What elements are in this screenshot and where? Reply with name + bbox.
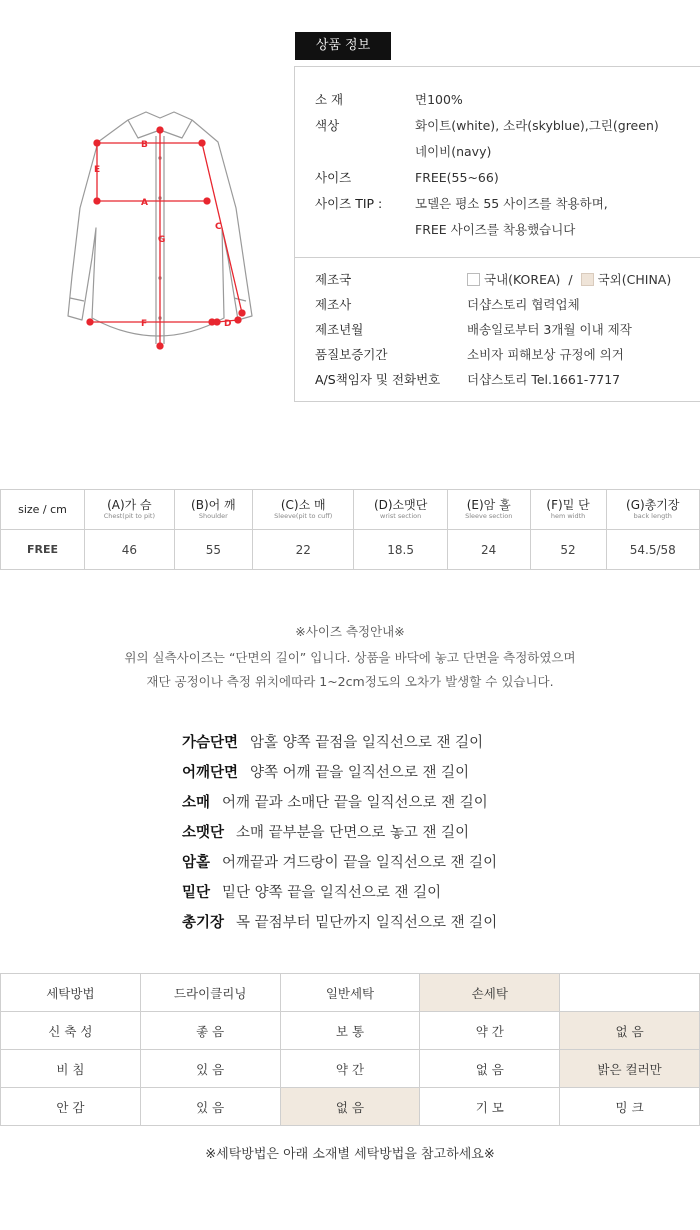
care-option: 없 음	[420, 1050, 560, 1088]
label-b: B	[141, 140, 148, 150]
material-row	[315, 87, 695, 113]
size-value: FREE(55~66)	[415, 170, 499, 185]
definition-desc: 양쪽 어깨 끝을 일직선으로 잰 길이	[250, 765, 470, 781]
definition-term: 어깨단면	[182, 765, 239, 781]
care-option: 있 음	[140, 1050, 280, 1088]
size-col-hem	[530, 490, 606, 530]
definition-item	[182, 878, 497, 908]
definition-term: 암홀	[182, 855, 211, 871]
origin-label: 제조국	[315, 272, 352, 287]
origin-korea-label: 국내(KOREA)	[484, 272, 561, 287]
measurement-guide-heading: ※사이즈 측정안내※	[295, 624, 405, 639]
size-table-row	[1, 530, 700, 570]
size-tip-value-1: 모델은 평소 55 사이즈를 착용하며,	[415, 196, 608, 211]
definition-desc: 소매 끝부분을 단면으로 놓고 잰 길이	[236, 825, 470, 841]
label-a: A	[141, 198, 148, 208]
definition-desc: 어깨끝과 겨드랑이 끝을 일직선으로 잰 길이	[222, 855, 498, 871]
label-f: F	[141, 319, 148, 329]
definition-item	[182, 908, 497, 938]
definition-desc: 목 끝점부터 밑단까지 일직선으로 잰 길이	[236, 915, 498, 931]
color-row	[315, 113, 695, 139]
label-d: D	[224, 319, 232, 329]
definition-item	[182, 818, 497, 848]
material-label: 소 재	[315, 92, 344, 107]
warranty-value: 소비자 피해보상 규정에 의거	[467, 347, 624, 362]
size-col-label: (G)총기장	[626, 498, 680, 512]
care-option-selected: 없 음	[280, 1088, 420, 1126]
care-option: 있 음	[140, 1088, 280, 1126]
size-col-shoulder	[174, 490, 252, 530]
size-col-label: (A)가 슴	[107, 498, 152, 512]
definition-term: 총기장	[182, 915, 225, 931]
care-row-stretch	[1, 1012, 700, 1050]
size-value-sleeve: 22	[252, 530, 354, 570]
size-col-label: (B)어 깨	[191, 498, 236, 512]
product-info-box	[294, 66, 700, 402]
care-option: 일반세탁	[280, 974, 420, 1012]
size-col-sub: back length	[633, 512, 672, 520]
size-col-sub: Shoulder	[198, 512, 228, 520]
care-option: 드라이클리닝	[140, 974, 280, 1012]
care-option	[560, 974, 700, 1012]
measurement-guide-line-1: 위의 실측사이즈는 “단면의 길이” 입니다. 상품을 바닥에 놓고 단면을 측정하였으며	[124, 650, 576, 665]
size-table-corner: size / cm	[1, 490, 85, 530]
definition-item	[182, 788, 497, 818]
as-row	[315, 367, 700, 392]
origin-korea-checkbox	[467, 273, 480, 286]
definition-item	[182, 758, 497, 788]
size-col-sub: Sleeve section	[465, 512, 513, 520]
definition-desc: 암홀 양쪽 끝점을 일직선으로 잰 길이	[250, 735, 484, 751]
size-col-armhole	[447, 490, 530, 530]
care-option: 약 간	[280, 1050, 420, 1088]
size-tip-label: 사이즈 TIP :	[315, 196, 383, 211]
measurement-lines	[87, 127, 245, 349]
care-option: 기 모	[420, 1088, 560, 1126]
definition-desc: 밑단 양쪽 끝을 일직선으로 잰 길이	[222, 885, 442, 901]
size-col-sub: wrist section	[380, 512, 422, 520]
size-value-hem: 52	[530, 530, 606, 570]
size-col-label: (F)밑 단	[546, 498, 590, 512]
size-tip-row-2	[315, 217, 695, 243]
label-e: E	[94, 165, 101, 175]
info-divider	[295, 257, 700, 258]
size-col-sleeve	[252, 490, 354, 530]
care-row-label: 세탁방법	[1, 974, 141, 1012]
definition-term: 소맷단	[182, 825, 225, 841]
size-col-sub: Sleeve(pit to cuff)	[274, 512, 333, 520]
size-value-length: 54.5/58	[606, 530, 699, 570]
care-option-selected: 손세탁	[420, 974, 560, 1012]
size-col-label: (D)소맷단	[373, 498, 428, 512]
material-value: 면100%	[415, 92, 463, 107]
color-label: 색상	[315, 118, 340, 133]
size-label: 사이즈	[315, 170, 352, 185]
size-col-label: (C)소 매	[280, 498, 326, 512]
size-table-header	[1, 490, 700, 530]
manufacture-date-row	[315, 317, 700, 342]
definition-term: 밑단	[182, 885, 211, 901]
definition-term: 가슴단면	[182, 735, 239, 751]
definition-term: 소매	[182, 795, 211, 811]
measurement-definitions	[182, 728, 497, 938]
size-col-sub: Chest(pit to pit)	[103, 512, 155, 520]
care-option: 밍 크	[560, 1088, 700, 1126]
size-value-armhole: 24	[447, 530, 530, 570]
size-table	[0, 489, 700, 570]
shirt-measurement-diagram	[60, 108, 260, 358]
warranty-label: 품질보증기간	[315, 347, 388, 362]
origin-china-label: 국외(CHINA)	[597, 272, 672, 287]
definition-item	[182, 728, 497, 758]
size-value-shoulder: 55	[174, 530, 252, 570]
measurement-guide-line-2: 재단 공정이나 측정 위치에따라 1~2cm정도의 오차가 발생할 수 있습니다.	[146, 674, 554, 689]
warranty-row	[315, 342, 700, 367]
size-value-chest: 46	[85, 530, 175, 570]
care-footer-note: ※세탁방법은 아래 소재별 세탁방법을 참고하세요※	[205, 1147, 495, 1162]
care-option: 보 통	[280, 1012, 420, 1050]
care-option-selected: 밝은 컬러만	[560, 1050, 700, 1088]
color-value-1: 화이트(white), 소라(skyblue),그린(green)	[415, 118, 659, 133]
care-row-sheerness	[1, 1050, 700, 1088]
as-value: 더샵스토리 Tel.1661-7717	[467, 372, 621, 387]
origin-row	[315, 267, 700, 292]
care-row-label: 비 침	[1, 1050, 141, 1088]
maker-row	[315, 292, 700, 317]
size-col-wrist	[354, 490, 447, 530]
care-row-label: 안 감	[1, 1088, 141, 1126]
care-option: 약 간	[420, 1012, 560, 1050]
size-tip-value-2: FREE 사이즈를 착용했습니다	[415, 222, 576, 237]
care-table	[0, 973, 700, 1126]
manufacture-date-value: 배송일로부터 3개월 이내 제작	[467, 322, 632, 337]
color-row-2	[315, 139, 695, 165]
care-row-lining	[1, 1088, 700, 1126]
definition-desc: 어깨 끝과 소매단 끝을 일직선으로 잰 길이	[222, 795, 488, 811]
origin-separator: /	[568, 272, 573, 287]
size-row-label: FREE	[1, 530, 85, 570]
definition-item	[182, 848, 497, 878]
origin-china-checkbox	[581, 273, 594, 286]
as-label: A/S책임자 및 전화번호	[315, 372, 441, 387]
care-option-selected: 없 음	[560, 1012, 700, 1050]
size-col-chest	[85, 490, 175, 530]
label-c: C	[215, 222, 222, 232]
color-value-2: 네이비(navy)	[415, 144, 492, 159]
size-col-sub: hem width	[550, 512, 586, 520]
manufacture-date-label: 제조년월	[315, 322, 364, 337]
size-col-label: (E)암 홀	[466, 498, 511, 512]
maker-value: 더샵스토리 협력업체	[467, 297, 580, 312]
size-value-wrist: 18.5	[354, 530, 447, 570]
size-row	[315, 165, 695, 191]
care-option: 좋 음	[140, 1012, 280, 1050]
care-row-label: 신 축 성	[1, 1012, 141, 1050]
label-g: G	[158, 235, 166, 245]
product-info-title: 상품 정보	[295, 32, 391, 60]
size-tip-row	[315, 191, 695, 217]
maker-label: 제조사	[315, 297, 352, 312]
care-row-washing	[1, 974, 700, 1012]
size-col-length	[606, 490, 699, 530]
